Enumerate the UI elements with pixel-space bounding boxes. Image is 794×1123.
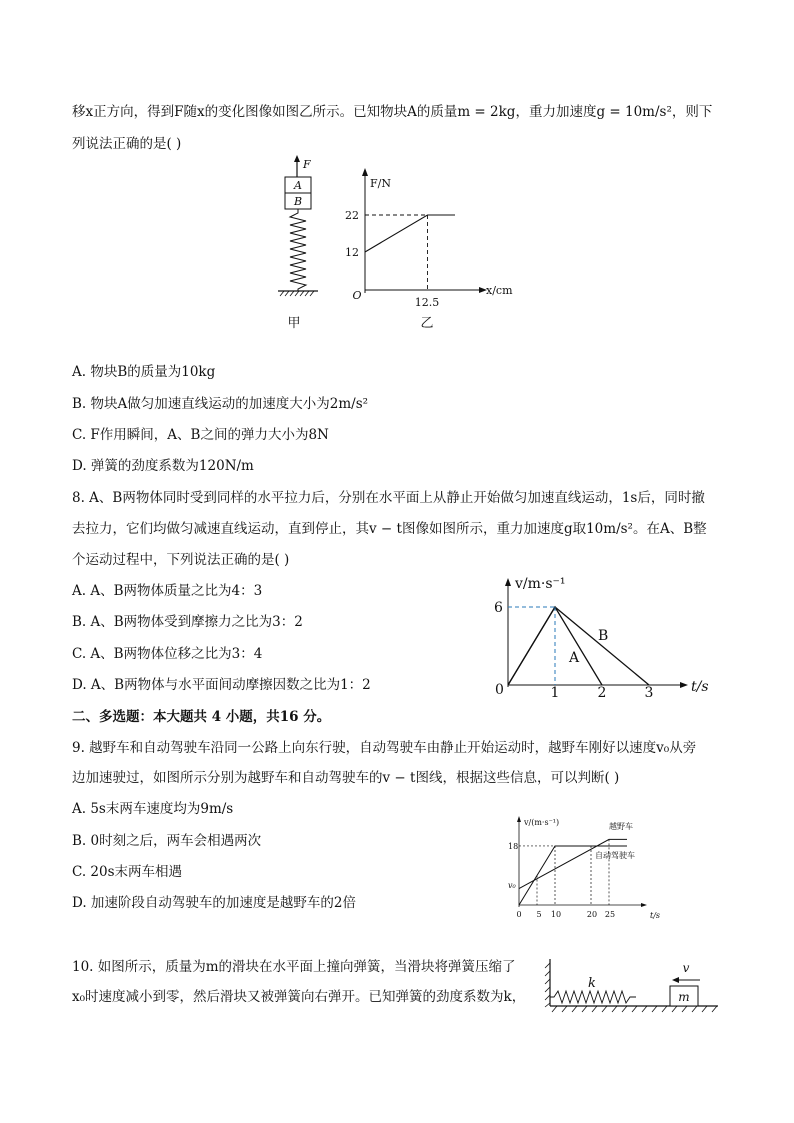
force-arrow-head	[294, 155, 300, 162]
q8-x-axis-arrow	[680, 682, 688, 688]
q10-figure	[540, 955, 725, 1015]
q8-option-d: D. A、B两物体与水平面间动摩擦因数之比为1：2	[72, 677, 371, 693]
q9-x-tick-10: 10	[550, 910, 562, 919]
q8-x-tick-1: 1	[550, 685, 560, 701]
q9-option-c: C. 20s末两车相遇	[72, 864, 183, 880]
q8-y-label: v/m·s⁻¹	[515, 576, 566, 592]
q10-velocity-arrow-head	[672, 977, 679, 983]
block-a-label: A	[294, 179, 302, 192]
q10-wall-hatch	[545, 963, 550, 1007]
q10-stem-line2: x₀时速度减小到零，然后滑块又被弹簧向右弹开。已知弹簧的劲度系数为k，	[72, 989, 526, 1005]
q10-block-label: m	[678, 990, 690, 1004]
q9-x-axis-arrow	[641, 903, 647, 907]
q9-v0-label: v₀	[508, 881, 516, 890]
q9-series-offroad	[519, 839, 627, 888]
q9-x-label: t/s	[650, 911, 661, 920]
q8-x-label: t/s	[691, 679, 709, 695]
spring	[290, 209, 306, 291]
q9-vt-graph	[505, 808, 670, 923]
q9-label-offroad: 越野车	[609, 822, 633, 831]
q8-origin: 0	[495, 682, 504, 698]
q7-plot	[365, 215, 455, 290]
q8-option-b: B. A、B两物体受到摩擦力之比为3：2	[72, 614, 303, 630]
q9-y-label: v/(m·s⁻¹)	[524, 818, 560, 827]
q9-x-tick-20: 20	[586, 910, 598, 919]
q8-y-tick-6: 6	[494, 600, 503, 616]
q7-figure-right	[340, 155, 530, 335]
y-axis-label: F/N	[370, 177, 391, 190]
q7-stem-line2: 列说法正确的是( )	[72, 136, 182, 152]
q8-stem-line1: 8. A、B两物体同时受到同样的水平拉力后，分别在水平面上从静止开始做匀加速直线运动，1s后，同时撤	[72, 490, 705, 506]
q9-y-tick-18: 18	[508, 842, 519, 851]
origin-label: O	[352, 289, 362, 302]
q10-stem-line1: 10. 如图所示，质量为m的滑块在水平面上撞向弹簧，当滑块将弹簧压缩了	[72, 959, 516, 975]
q9-stem-line2: 边加速驶过，如图所示分别为越野车和自动驾驶车的v − t图线，根据这些信息，可以判断( )	[72, 770, 620, 786]
q7-figure-left	[270, 155, 330, 335]
q8-option-c: C. A、B两物体位移之比为3：4	[72, 646, 263, 662]
q9-x-tick-0: 0	[516, 910, 522, 919]
caption-yi: 乙	[420, 316, 434, 331]
q8-plot	[508, 607, 649, 685]
force-label: F	[303, 158, 311, 171]
q9-option-d: D. 加速阶段自动驾驶车的加速度是越野车的2倍	[72, 895, 357, 911]
section-2-heading: 二、多选题：本大题共 4 小题，共16 分。	[72, 709, 331, 725]
q7-stem-line1: 移x正方向，得到F随x的变化图像如图乙所示。已知物块A的质量m = 2kg，重力加速度g = 10m/s²，则下	[72, 104, 713, 120]
q9-option-a: A. 5s末两车速度均为9m/s	[72, 801, 234, 817]
q9-label-auto: 自动驾驶车	[595, 851, 635, 860]
q9-option-b: B. 0时刻之后，两车会相遇两次	[72, 833, 262, 849]
x-tick-12-5: 12.5	[414, 296, 440, 309]
q8-stem-line2: 去拉力，它们均做匀减速直线运动，直到停止，其v − t图像如图所示，重力加速度g取10m/s²。在A、B整	[72, 521, 707, 537]
q9-y-axis-arrow	[517, 816, 521, 822]
q7-force-line	[365, 215, 455, 252]
ground-hatch	[280, 291, 314, 296]
q8-x-tick-2: 2	[597, 685, 607, 701]
q8-stem-line3: 个运动过程中，下列说法正确的是( )	[72, 552, 290, 568]
q7-option-c: C. F作用瞬间，A、B之间的弹力大小为8N	[72, 427, 329, 443]
q7-option-b: B. 物块A做匀加速直线运动的加速度大小为2m/s²	[72, 396, 369, 412]
q9-stem-line1: 9. 越野车和自动驾驶车沿同一公路上向东行驶，自动驾驶车由静止开始运动时，越野车刚好以速度v₀从旁	[72, 740, 697, 756]
q9-x-tick-5: 5	[536, 910, 542, 919]
q8-x-tick-3: 3	[644, 685, 654, 701]
y-tick-22: 22	[345, 209, 359, 222]
caption-jia: 甲	[287, 316, 301, 331]
q7-option-d: D. 弹簧的劲度系数为120N/m	[72, 458, 254, 474]
q10-spring-label: k	[588, 976, 596, 991]
q9-plot	[519, 839, 627, 905]
q10-floor-hatch	[552, 1006, 717, 1012]
block-b-label: B	[293, 195, 303, 208]
q9-x-tick-25: 25	[604, 910, 616, 919]
q8-line-a-label: A	[569, 650, 580, 666]
q7-option-a: A. 物块B的质量为10kg	[72, 364, 216, 380]
q8-vt-graph	[485, 570, 715, 700]
y-tick-12: 12	[345, 246, 359, 259]
x-axis-label: x/cm	[486, 284, 513, 297]
q8-option-a: A. A、B两物体质量之比为4：3	[72, 583, 263, 599]
y-axis-arrow	[362, 168, 368, 176]
q8-y-axis-arrow	[505, 578, 511, 586]
q8-line-b-label: B	[598, 628, 609, 644]
q10-spring	[550, 991, 636, 1003]
q10-velocity-label: v	[682, 961, 690, 975]
